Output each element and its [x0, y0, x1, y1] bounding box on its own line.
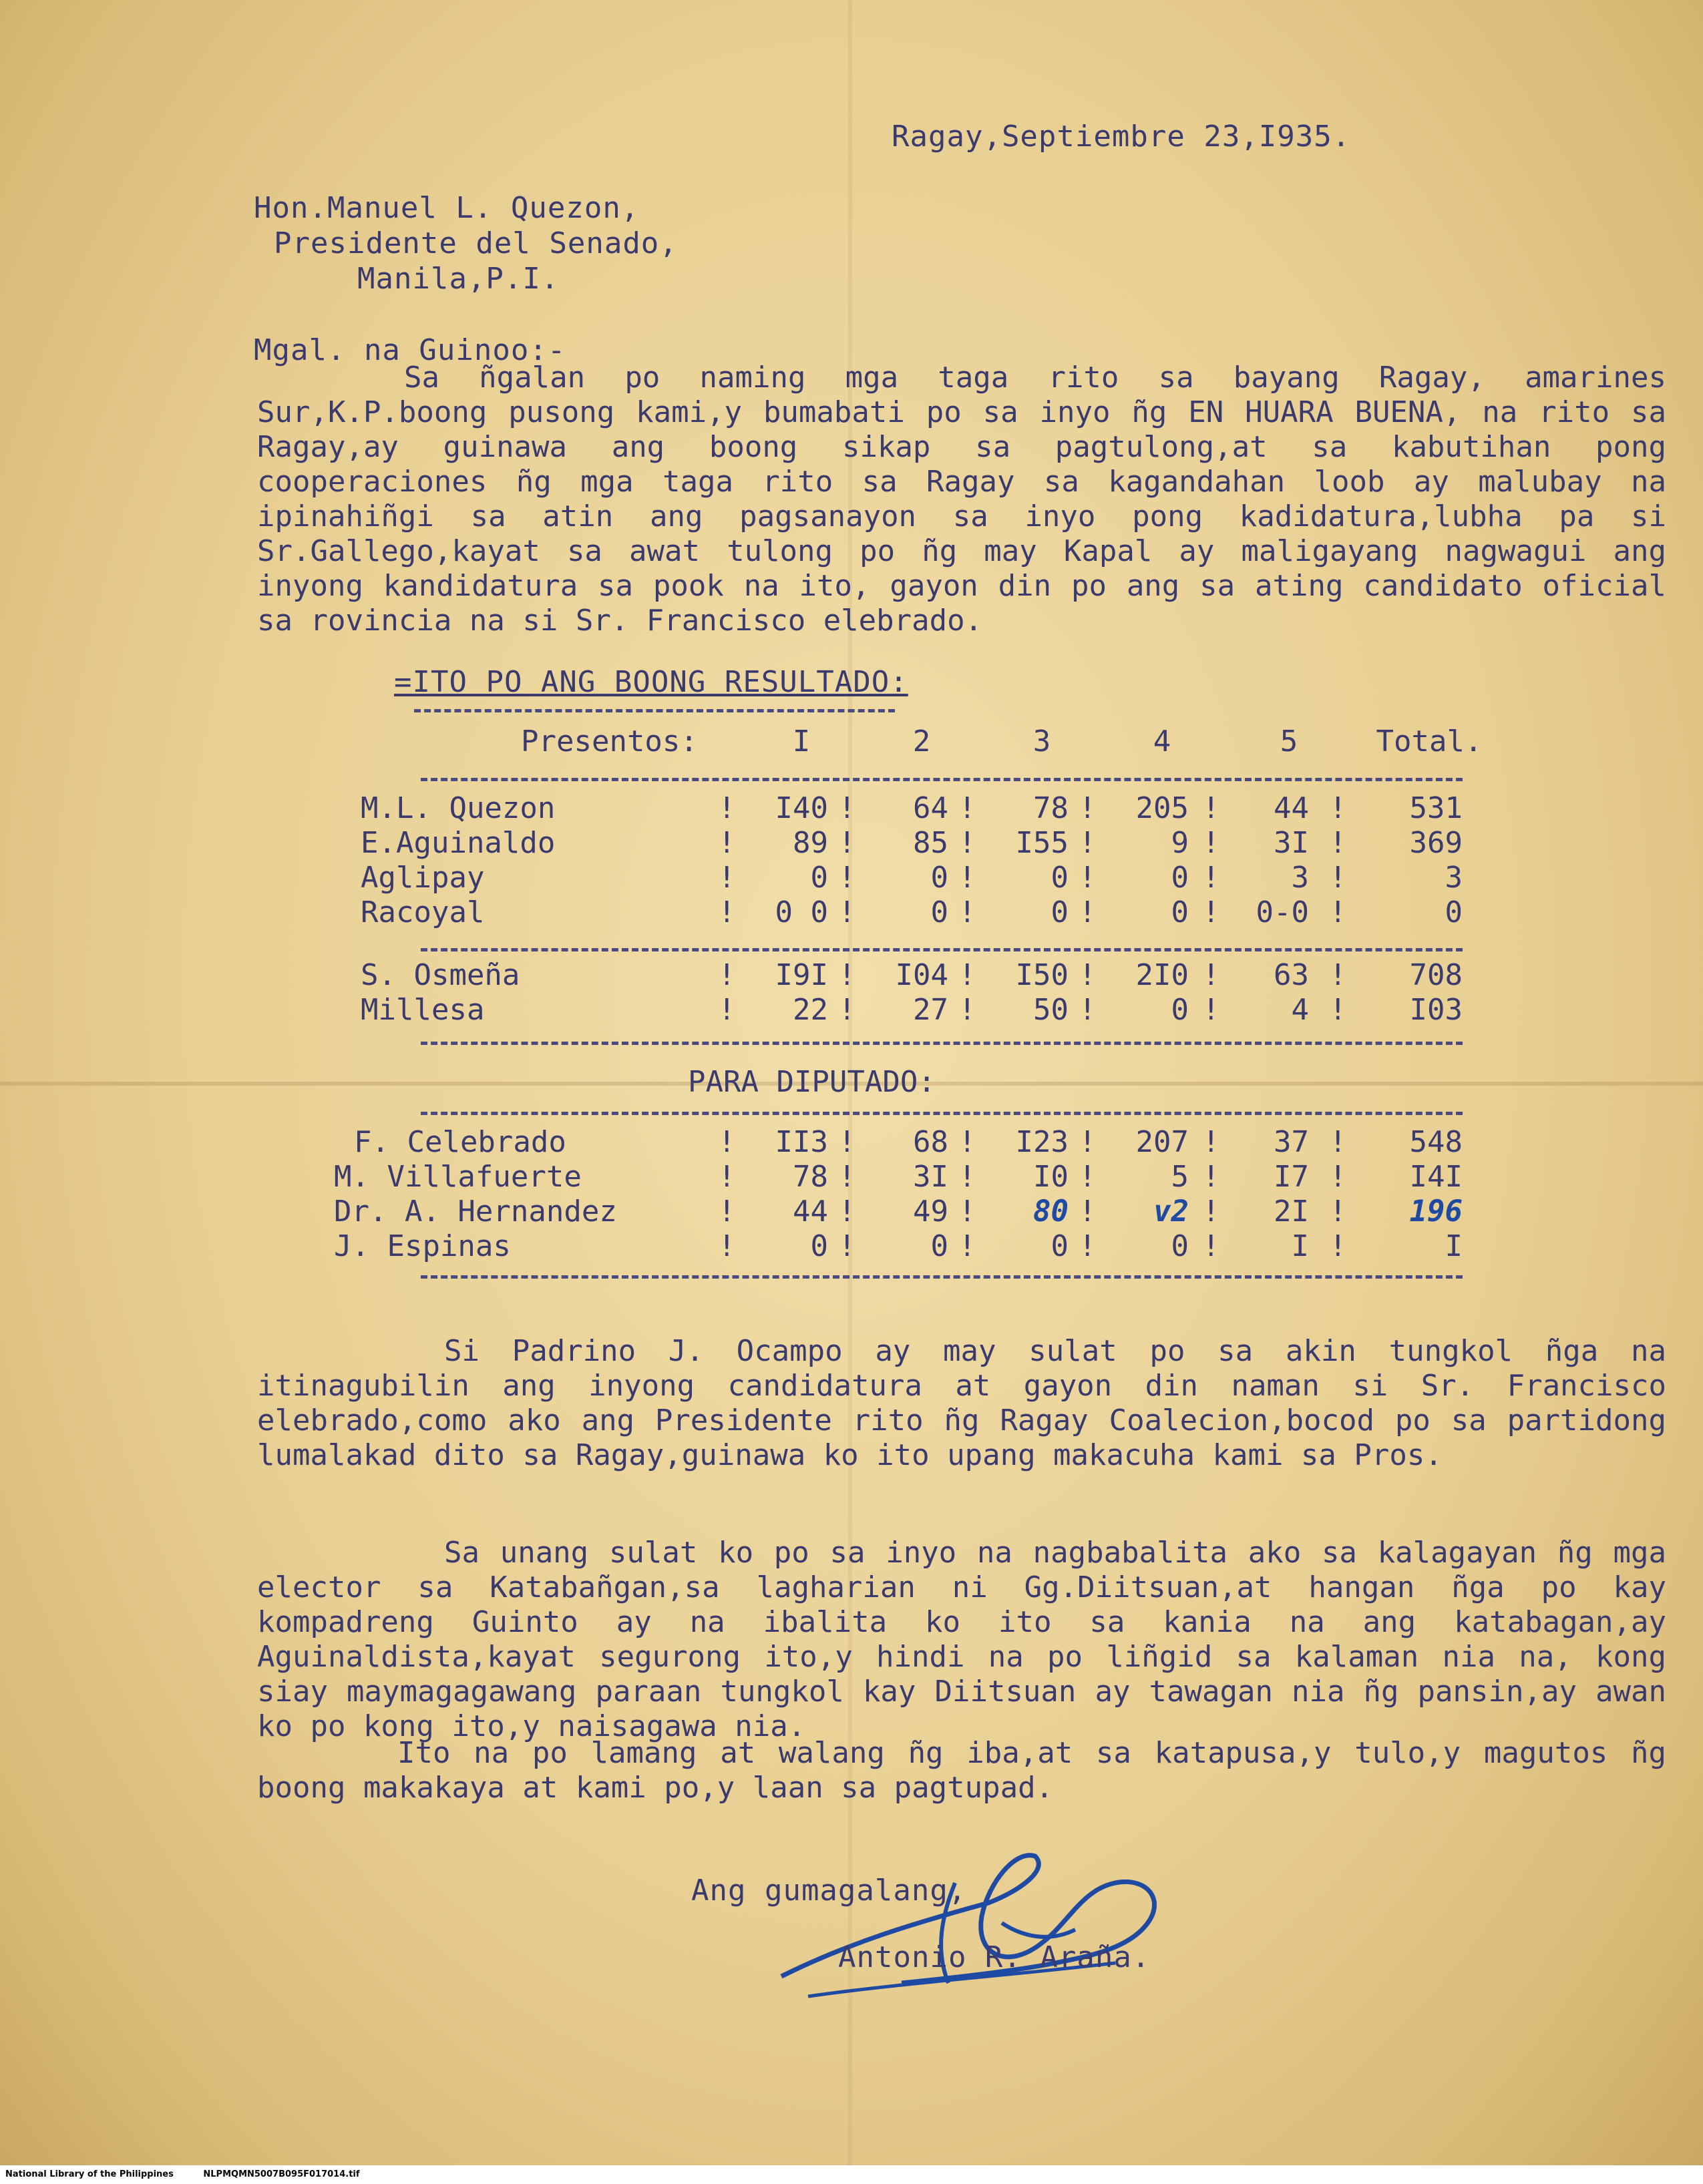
column-separator: ! — [1329, 861, 1347, 895]
vote-cell: 0 — [1051, 861, 1069, 895]
vote-cell: 50 — [1033, 993, 1069, 1027]
column-separator: ! — [958, 1160, 976, 1194]
column-separator: ! — [718, 1160, 736, 1194]
table-rule-3 — [421, 1042, 1463, 1045]
column-separator: ! — [1329, 1125, 1347, 1159]
vote-cell: II3 — [775, 1125, 828, 1159]
vote-cell: 2I — [1274, 1194, 1309, 1229]
total-cell: I4I — [1409, 1160, 1463, 1194]
signatory-name: Antonio R. Araña. — [838, 1940, 1151, 1974]
vote-cell: 3I — [913, 1160, 948, 1194]
table-rule-2 — [421, 948, 1463, 951]
table-row — [327, 1229, 1703, 1264]
archive-footer — [0, 2165, 1703, 2184]
table-header — [327, 724, 1703, 759]
table-row — [327, 826, 1703, 861]
vote-cell: I9I — [775, 958, 828, 992]
column-separator: ! — [838, 861, 856, 895]
candidate-name: Aglipay — [361, 861, 485, 895]
column-separator: ! — [1329, 993, 1347, 1027]
table-rule-4 — [421, 1112, 1463, 1115]
vote-cell: 3 — [1291, 861, 1309, 895]
header-total: Total. — [1376, 724, 1483, 758]
vote-cell: 89 — [793, 826, 828, 860]
group-presidential — [327, 791, 1496, 938]
table-row — [327, 861, 1703, 895]
candidate-name: Dr. A. Hernandez — [334, 1194, 617, 1229]
vote-cell: I — [1291, 1229, 1309, 1263]
column-separator: ! — [958, 895, 976, 929]
vote-cell: 9 — [1171, 826, 1189, 860]
vote-cell: 22 — [793, 993, 828, 1027]
column-separator: ! — [838, 958, 856, 992]
vote-cell: I40 — [775, 791, 828, 825]
vote-cell: 0 — [930, 1229, 948, 1263]
column-separator: ! — [958, 826, 976, 860]
column-separator: ! — [958, 1194, 976, 1229]
column-separator: ! — [718, 958, 736, 992]
vote-cell: 0 — [1171, 861, 1189, 895]
column-separator: ! — [1079, 1125, 1097, 1159]
candidate-name: M. Villafuerte — [334, 1160, 582, 1194]
column-separator: ! — [958, 791, 976, 825]
vote-cell: 0 — [1171, 993, 1189, 1027]
column-separator: ! — [1329, 826, 1347, 860]
diputado-heading: PARA DIPUTADO: — [688, 1065, 936, 1099]
column-separator: ! — [718, 993, 736, 1027]
table-row — [327, 1194, 1703, 1229]
heading-underline — [414, 709, 895, 712]
column-separator: ! — [1202, 1125, 1220, 1159]
vote-cell: 3I — [1274, 826, 1309, 860]
column-separator: ! — [838, 993, 856, 1027]
addressee-line-2: Presidente del Senado, — [274, 226, 678, 260]
column-separator: ! — [1079, 958, 1097, 992]
column-separator: ! — [1329, 895, 1347, 929]
column-separator: ! — [958, 1125, 976, 1159]
vote-cell: 0 — [1051, 1229, 1069, 1263]
table-row — [327, 791, 1703, 826]
header-col-2: 2 — [912, 724, 931, 758]
vote-cell: 2I0 — [1135, 958, 1189, 992]
column-separator: ! — [1079, 791, 1097, 825]
table-rule-5 — [421, 1275, 1463, 1279]
column-separator: ! — [1079, 993, 1097, 1027]
column-separator: ! — [1202, 1194, 1220, 1229]
column-separator: ! — [838, 895, 856, 929]
candidate-name: M.L. Quezon — [361, 791, 556, 825]
candidate-name: J. Espinas — [334, 1229, 511, 1263]
column-separator: ! — [1079, 826, 1097, 860]
column-separator: ! — [1202, 1160, 1220, 1194]
header-col-3: 3 — [1032, 724, 1051, 758]
table-row — [327, 895, 1703, 930]
total-cell: 196 — [1409, 1194, 1463, 1229]
vote-cell: 80 — [1033, 1194, 1069, 1229]
column-separator: ! — [1202, 861, 1220, 895]
table-row — [327, 1125, 1703, 1160]
column-separator: ! — [1329, 1229, 1347, 1263]
vote-cell: 64 — [913, 791, 948, 825]
column-separator: ! — [958, 958, 976, 992]
vote-cell: 68 — [913, 1125, 948, 1159]
vote-cell: 78 — [793, 1160, 828, 1194]
vote-cell: 85 — [913, 826, 948, 860]
vote-cell: 5 — [1171, 1160, 1189, 1194]
salutation: Mgal. na Guinoo:- — [254, 333, 566, 367]
vote-cell: I50 — [1015, 958, 1069, 992]
paragraph-4: Ito na po lamang at walang ñg iba,at sa katapusa,y tulo,y magutos ñg boong makakaya at kami po,y laan sa pagtupad. — [257, 1736, 1666, 1805]
addressee-line-3: Manila,P.I. — [357, 262, 560, 296]
footer-filename: NLPMQMN5007B095F017014.tif — [203, 2169, 360, 2179]
column-separator: ! — [838, 1160, 856, 1194]
column-separator: ! — [1202, 958, 1220, 992]
vote-cell: 0 — [1171, 1229, 1189, 1263]
column-separator: ! — [1079, 1229, 1097, 1263]
group-vice-presidential — [327, 958, 1496, 1032]
group-diputado — [327, 1125, 1496, 1272]
vote-cell: 205 — [1135, 791, 1189, 825]
vote-cell: I04 — [895, 958, 948, 992]
vote-cell: 44 — [793, 1194, 828, 1229]
column-separator: ! — [958, 861, 976, 895]
vote-cell: 0 — [1051, 895, 1069, 929]
vote-cell: 4 — [1291, 993, 1309, 1027]
total-cell: 3 — [1445, 861, 1463, 895]
vote-cell: 49 — [913, 1194, 948, 1229]
column-separator: ! — [1079, 1194, 1097, 1229]
column-separator: ! — [718, 1229, 736, 1263]
vote-cell: 78 — [1033, 791, 1069, 825]
vote-cell: I55 — [1015, 826, 1069, 860]
vote-cell: I23 — [1015, 1125, 1069, 1159]
vote-cell: 37 — [1274, 1125, 1309, 1159]
column-separator: ! — [1202, 791, 1220, 825]
column-separator: ! — [1079, 861, 1097, 895]
vote-cell: 0 — [810, 861, 828, 895]
column-separator: ! — [718, 1125, 736, 1159]
column-separator: ! — [718, 861, 736, 895]
column-separator: ! — [1079, 895, 1097, 929]
column-separator: ! — [958, 1229, 976, 1263]
vote-cell: 0 — [930, 895, 948, 929]
candidate-name: E.Aguinaldo — [361, 826, 556, 860]
footer-institution: National Library of the Philippines — [5, 2169, 174, 2179]
paragraph-3: Sa unang sulat ko po sa inyo na nagbabalita ako sa kalagayan ñg mga elector sa Katabañgan,sa lagharian ni Gg.Diitsuan,at hangan ñga po kay kompadreng Guinto ay na ibalita ko ito sa kania na ang katabagan,ay Aguinaldista,kayat segurong ito,y hindi na po liñgid sa kalaman nia na, kong siay maymagagawang paraan tungkol kay Diitsuan ay tawagan nia ñg pansin,ay awan ko po kong ito,y naisagawa nia. — [257, 1536, 1666, 1743]
total-cell: 369 — [1409, 826, 1463, 860]
column-separator: ! — [718, 895, 736, 929]
vote-cell: 0 — [810, 1229, 828, 1263]
vote-cell: I7 — [1274, 1160, 1309, 1194]
vote-cell: 0 0 — [775, 895, 828, 929]
total-cell: I — [1445, 1229, 1463, 1263]
vote-cell: v2 — [1153, 1194, 1189, 1229]
column-separator: ! — [718, 791, 736, 825]
header-col-1: I — [792, 724, 811, 758]
column-separator: ! — [1202, 826, 1220, 860]
total-cell: 708 — [1409, 958, 1463, 992]
total-cell: I03 — [1409, 993, 1463, 1027]
column-separator: ! — [838, 1194, 856, 1229]
paragraph-1: Sa ñgalan po naming mga taga rito sa bayang Ragay, amarines Sur,K.P.boong pusong kami,y bumabati po sa inyo ñg EN HUARA BUENA, na rito sa Ragay,ay guinawa ang boong sikap sa pagtulong,at sa kabutihan pong cooperaciones ñg mga taga rito sa Ragay sa kagandahan loob ay malubay na ipinahiñgi sa atin ang pagsanayon sa inyo pong kadidatura,lubha pa si Sr.Gallego,kayat sa awat tulong po ñg may Kapal ay maligayang nagwagui ang inyong kandidatura sa pook na ito, gayon din po ang sa ating candidato oficial sa rovincia na si Sr. Francisco elebrado. — [257, 361, 1666, 638]
column-separator: ! — [718, 826, 736, 860]
table-row — [327, 1160, 1703, 1194]
vote-cell: 0 — [930, 861, 948, 895]
addressee-line-1: Hon.Manuel L. Quezon, — [254, 191, 640, 225]
vote-cell: 27 — [913, 993, 948, 1027]
header-presentos: Presentos: — [521, 724, 698, 758]
column-separator: ! — [838, 1125, 856, 1159]
closing: Ang gumagalang, — [691, 1874, 967, 1908]
column-separator: ! — [1329, 1194, 1347, 1229]
vote-cell: 0 — [1171, 895, 1189, 929]
column-separator: ! — [1202, 895, 1220, 929]
column-separator: ! — [1329, 958, 1347, 992]
table-row — [327, 958, 1703, 993]
candidate-name: F. Celebrado — [354, 1125, 566, 1159]
vote-cell: 0-0 — [1256, 895, 1309, 929]
column-separator: ! — [838, 791, 856, 825]
results-table — [327, 724, 1496, 1299]
candidate-name: Millesa — [361, 993, 485, 1027]
column-separator: ! — [838, 826, 856, 860]
column-separator: ! — [838, 1229, 856, 1263]
vote-cell: 63 — [1274, 958, 1309, 992]
total-cell: 531 — [1409, 791, 1463, 825]
column-separator: ! — [1079, 1160, 1097, 1194]
header-col-5: 5 — [1280, 724, 1298, 758]
column-separator: ! — [1329, 791, 1347, 825]
candidate-name: S. Osmeña — [361, 958, 520, 992]
table-row — [327, 993, 1703, 1028]
header-col-4: 4 — [1153, 724, 1171, 758]
vote-cell: I0 — [1033, 1160, 1069, 1194]
table-rule-1 — [421, 778, 1463, 781]
total-cell: 0 — [1445, 895, 1463, 929]
vote-cell: 44 — [1274, 791, 1309, 825]
column-separator: ! — [958, 993, 976, 1027]
candidate-name: Racoyal — [361, 895, 485, 929]
paragraph-2: Si Padrino J. Ocampo ay may sulat po sa akin tungkol ñga na itinagubilin ang inyong candidatura at gayon din naman si Sr. Francisco elebrado,como ako ang Presidente rito ñg Ragay Coalecion,bocod po sa partidong lumalakad dito sa Ragay,guinawa ko ito upang makacuha kami sa Pros. — [257, 1334, 1666, 1472]
column-separator: ! — [1202, 993, 1220, 1027]
signature-scribble — [768, 1843, 1236, 2016]
results-heading: =ITO PO ANG BOONG RESULTADO: — [394, 665, 908, 699]
column-separator: ! — [1329, 1160, 1347, 1194]
vote-cell: 207 — [1135, 1125, 1189, 1159]
total-cell: 548 — [1409, 1125, 1463, 1159]
column-separator: ! — [1202, 1229, 1220, 1263]
letter-date: Ragay,Septiembre 23,I935. — [892, 120, 1351, 154]
column-separator: ! — [718, 1194, 736, 1229]
